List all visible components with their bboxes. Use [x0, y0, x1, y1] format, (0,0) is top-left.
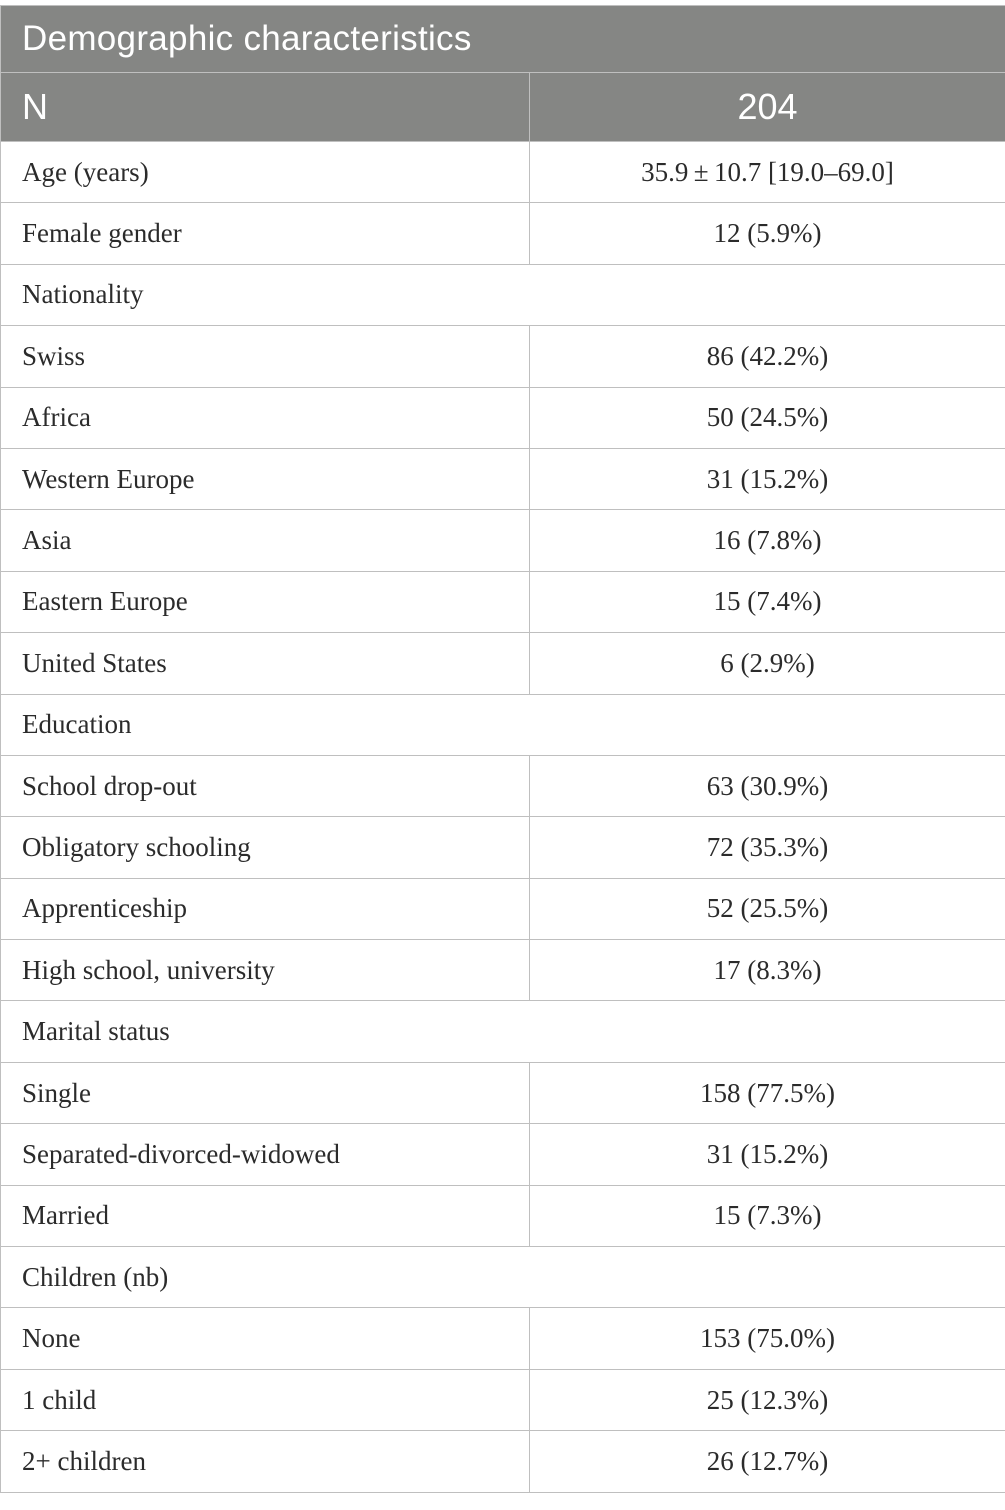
n-value: 204 [530, 73, 1005, 142]
row-value: 15 (7.3%) [530, 1185, 1005, 1246]
table-row [1, 878, 1005, 939]
demographics-table [0, 5, 1005, 1493]
table-title-row [1, 6, 1005, 73]
row-label: School drop-out [1, 755, 530, 816]
row-label: Swiss [1, 326, 530, 387]
table-row [1, 1308, 1005, 1369]
row-label: Married [1, 1185, 530, 1246]
table-row [1, 817, 1005, 878]
row-value: 52 (25.5%) [530, 878, 1005, 939]
row-value: 16 (7.8%) [530, 510, 1005, 571]
n-label: N [1, 73, 530, 142]
row-label: None [1, 1308, 530, 1369]
table-row [1, 571, 1005, 632]
table-row [1, 142, 1005, 203]
section-heading: Education [1, 694, 1005, 755]
section-heading: Children (nb) [1, 1247, 1005, 1308]
row-label: Apprenticeship [1, 878, 530, 939]
table-row [1, 448, 1005, 509]
row-label: Africa [1, 387, 530, 448]
row-value: 50 (24.5%) [530, 387, 1005, 448]
row-value: 26 (12.7%) [530, 1431, 1005, 1492]
table-row [1, 755, 1005, 816]
row-label: Single [1, 1062, 530, 1123]
row-label: Obligatory schooling [1, 817, 530, 878]
row-label: Separated-divorced-widowed [1, 1124, 530, 1185]
table-body [1, 142, 1005, 1493]
row-value: 63 (30.9%) [530, 755, 1005, 816]
table-row [1, 387, 1005, 448]
row-label: United States [1, 633, 530, 694]
row-label: Asia [1, 510, 530, 571]
section-heading: Nationality [1, 264, 1005, 325]
table-row [1, 940, 1005, 1001]
table-row [1, 510, 1005, 571]
table-row [1, 1062, 1005, 1123]
row-label: High school, university [1, 940, 530, 1001]
row-label: 2+ children [1, 1431, 530, 1492]
row-value: 6 (2.9%) [530, 633, 1005, 694]
table-row [1, 1001, 1005, 1062]
row-value: 17 (8.3%) [530, 940, 1005, 1001]
row-value: 31 (15.2%) [530, 448, 1005, 509]
row-label: Eastern Europe [1, 571, 530, 632]
table-row [1, 633, 1005, 694]
table-row [1, 264, 1005, 325]
table-row [1, 1431, 1005, 1492]
row-value: 72 (35.3%) [530, 817, 1005, 878]
table-title: Demographic characteristics [1, 6, 1005, 73]
table-row [1, 1247, 1005, 1308]
row-value: 31 (15.2%) [530, 1124, 1005, 1185]
table-row [1, 694, 1005, 755]
row-label: Western Europe [1, 448, 530, 509]
section-heading: Marital status [1, 1001, 1005, 1062]
row-value: 158 (77.5%) [530, 1062, 1005, 1123]
row-value: 153 (75.0%) [530, 1308, 1005, 1369]
table-row [1, 1369, 1005, 1430]
row-value: 86 (42.2%) [530, 326, 1005, 387]
row-value: 35.9 ± 10.7 [19.0–69.0] [530, 142, 1005, 203]
row-label: Female gender [1, 203, 530, 264]
row-label: Age (years) [1, 142, 530, 203]
table-n-row [1, 73, 1005, 142]
row-value: 12 (5.9%) [530, 203, 1005, 264]
table-row [1, 326, 1005, 387]
table-row [1, 1124, 1005, 1185]
row-label: 1 child [1, 1369, 530, 1430]
row-value: 15 (7.4%) [530, 571, 1005, 632]
table-row [1, 1185, 1005, 1246]
table-row [1, 203, 1005, 264]
row-value: 25 (12.3%) [530, 1369, 1005, 1430]
